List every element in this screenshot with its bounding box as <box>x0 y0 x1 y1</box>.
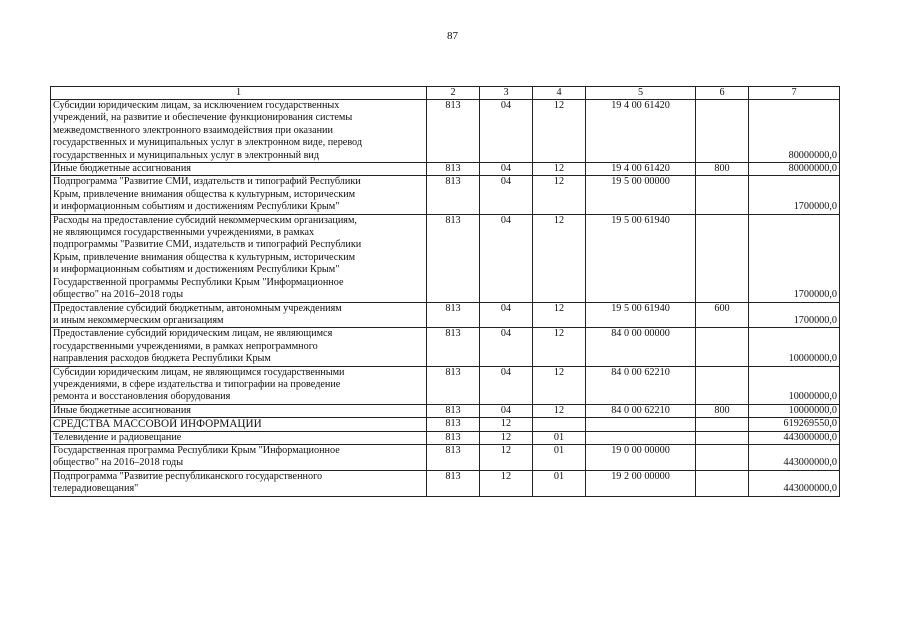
ministry-code-cell: 813 <box>427 431 480 444</box>
expense-type-cell <box>696 176 749 214</box>
table-row <box>51 444 840 470</box>
amount-cell: 80000000,0 <box>749 100 840 163</box>
item-name-line: государственных и муниципальных услуг в электронный вид <box>53 149 320 161</box>
table-row <box>51 100 840 163</box>
item-name-line: Крым, привлечение внимания общества к культурным, историческим <box>53 251 356 263</box>
item-name-line: Субсидии юридическим лицам, не являющимся государственными <box>53 366 345 378</box>
item-name-line: Государственной программы Республики Крым "Информационное <box>53 276 344 288</box>
item-name-line: государственных и муниципальных услуг в электронном виде, перевод <box>53 137 363 149</box>
target-article-cell: 19 2 00 00000 <box>586 470 696 496</box>
target-article-cell <box>586 431 696 444</box>
amount-cell: 1700000,0 <box>749 214 840 302</box>
amount-cell: 1700000,0 <box>749 176 840 214</box>
subsection-code-cell: 12 <box>533 328 586 366</box>
ministry-code-cell: 813 <box>427 366 480 404</box>
item-name-line: общество" на 2016–2018 годы <box>53 289 184 301</box>
ministry-code-cell: 813 <box>427 328 480 366</box>
table-row <box>51 431 840 444</box>
item-name-cell <box>51 444 427 470</box>
item-name-cell <box>51 100 427 163</box>
target-article-cell: 19 5 00 61940 <box>586 302 696 328</box>
item-name-line: Предоставление субсидий бюджетным, автономным учреждениям <box>53 302 342 314</box>
target-article-cell <box>586 418 696 431</box>
item-name-cell <box>51 176 427 214</box>
expense-type-cell: 800 <box>696 404 749 417</box>
header-cell: 1 <box>51 87 427 100</box>
expense-type-cell <box>696 328 749 366</box>
table-row <box>51 214 840 302</box>
item-name-line: не являющимся государственными учреждениями, в рамках <box>53 227 315 239</box>
item-name-line: учреждениями, в сфере издательства и типографии на проведение <box>53 378 341 390</box>
target-article-cell: 19 4 00 61420 <box>586 163 696 176</box>
item-name-cell <box>51 431 427 444</box>
section-code-cell: 12 <box>480 444 533 470</box>
item-name-cell <box>51 470 427 496</box>
item-name-line: Телевидение и радиовещание <box>53 431 182 443</box>
table-header-row <box>51 87 840 100</box>
item-name-line: Иные бюджетные ассигнования <box>53 404 191 416</box>
item-name-cell <box>51 163 427 176</box>
expense-type-cell <box>696 366 749 404</box>
subsection-code-cell: 01 <box>533 431 586 444</box>
table-body <box>51 87 840 497</box>
table-row <box>51 418 840 431</box>
section-code-cell: 12 <box>480 418 533 431</box>
table-row <box>51 302 840 328</box>
item-name-line: общество" на 2016–2018 годы <box>53 457 184 469</box>
amount-cell: 10000000,0 <box>749 328 840 366</box>
item-name-line: межведомственного электронного взаимодействия при оказании <box>53 124 333 136</box>
expense-type-cell <box>696 100 749 163</box>
amount-cell: 619269550,0 <box>749 418 840 431</box>
amount-cell: 80000000,0 <box>749 163 840 176</box>
expense-type-cell: 600 <box>696 302 749 328</box>
item-name-cell <box>51 418 427 431</box>
item-name-line: и информационным событиям и достижениям Республики Крым" <box>53 201 340 213</box>
item-name-line: телерадиовещания" <box>53 483 139 495</box>
item-name-line: государственными учреждениями, в рамках непрограммного <box>53 340 318 352</box>
item-name-line: Иные бюджетные ассигнования <box>53 163 191 175</box>
ministry-code-cell: 813 <box>427 163 480 176</box>
item-name-line: Крым, привлечение внимания общества к культурным, историческим <box>53 188 356 200</box>
target-article-cell: 19 0 00 00000 <box>586 444 696 470</box>
subsection-code-cell: 12 <box>533 404 586 417</box>
item-name-line: учреждений, на развитие и обеспечение функционирования системы <box>53 112 353 124</box>
target-article-cell: 19 5 00 00000 <box>586 176 696 214</box>
expense-type-cell <box>696 418 749 431</box>
subsection-code-cell <box>533 418 586 431</box>
amount-cell: 1700000,0 <box>749 302 840 328</box>
section-code-cell: 04 <box>480 328 533 366</box>
item-name-cell <box>51 328 427 366</box>
subsection-code-cell: 12 <box>533 100 586 163</box>
amount-cell: 10000000,0 <box>749 404 840 417</box>
ministry-code-cell: 813 <box>427 214 480 302</box>
section-code-cell: 04 <box>480 366 533 404</box>
item-name-line: подпрограммы "Развитие СМИ, издательств и типографий Республики <box>53 239 362 251</box>
subsection-code-cell: 12 <box>533 214 586 302</box>
table-row <box>51 404 840 417</box>
target-article-cell: 84 0 00 62210 <box>586 404 696 417</box>
table-row <box>51 470 840 496</box>
header-cell: 7 <box>749 87 840 100</box>
ministry-code-cell: 813 <box>427 470 480 496</box>
target-article-cell: 19 4 00 61420 <box>586 100 696 163</box>
section-code-cell: 04 <box>480 163 533 176</box>
item-name-line: ремонта и восстановления оборудования <box>53 391 231 403</box>
ministry-code-cell: 813 <box>427 176 480 214</box>
item-name-line: Подпрограмма "Развитие СМИ, издательств и типографий Республики <box>53 176 361 188</box>
subsection-code-cell: 01 <box>533 470 586 496</box>
subsection-code-cell: 01 <box>533 444 586 470</box>
section-code-cell: 04 <box>480 214 533 302</box>
expense-type-cell <box>696 431 749 444</box>
header-cell: 4 <box>533 87 586 100</box>
amount-cell: 443000000,0 <box>749 431 840 444</box>
header-cell: 6 <box>696 87 749 100</box>
budget-table <box>50 86 840 497</box>
section-code-cell: 12 <box>480 470 533 496</box>
section-code-cell: 04 <box>480 302 533 328</box>
item-name-line: и информационным событиям и достижениям Республики Крым" <box>53 264 340 276</box>
expense-type-cell <box>696 214 749 302</box>
section-code-cell: 12 <box>480 431 533 444</box>
amount-cell: 443000000,0 <box>749 470 840 496</box>
subsection-code-cell: 12 <box>533 366 586 404</box>
subsection-code-cell: 12 <box>533 163 586 176</box>
item-name-line: Предоставление субсидий юридическим лицам, не являющимся <box>53 328 333 340</box>
table-row <box>51 366 840 404</box>
expense-type-cell <box>696 444 749 470</box>
target-article-cell: 19 5 00 61940 <box>586 214 696 302</box>
expense-type-cell: 800 <box>696 163 749 176</box>
section-code-cell: 04 <box>480 176 533 214</box>
ministry-code-cell: 813 <box>427 444 480 470</box>
page-number: 87 <box>447 30 458 42</box>
amount-cell: 443000000,0 <box>749 444 840 470</box>
ministry-code-cell: 813 <box>427 404 480 417</box>
item-name-line: Субсидии юридическим лицам, за исключением государственных <box>53 100 340 111</box>
section-code-cell: 04 <box>480 100 533 163</box>
item-name-line: СРЕДСТВА МАССОВОЙ ИНФОРМАЦИИ <box>53 418 262 431</box>
target-article-cell: 84 0 00 00000 <box>586 328 696 366</box>
amount-cell: 10000000,0 <box>749 366 840 404</box>
ministry-code-cell: 813 <box>427 100 480 163</box>
header-cell: 5 <box>586 87 696 100</box>
target-article-cell: 84 0 00 62210 <box>586 366 696 404</box>
item-name-line: направления расходов бюджета Республики Крым <box>53 353 271 365</box>
ministry-code-cell: 813 <box>427 302 480 328</box>
item-name-cell <box>51 404 427 417</box>
header-cell: 2 <box>427 87 480 100</box>
subsection-code-cell: 12 <box>533 302 586 328</box>
item-name-cell <box>51 366 427 404</box>
ministry-code-cell: 813 <box>427 418 480 431</box>
item-name-line: и иным некоммерческим организациям <box>53 314 224 326</box>
item-name-line: Государственная программа Республики Крым "Информационное <box>53 444 340 456</box>
section-code-cell: 04 <box>480 404 533 417</box>
item-name-line: Подпрограмма "Развитие республиканского государственного <box>53 470 323 482</box>
item-name-cell <box>51 302 427 328</box>
subsection-code-cell: 12 <box>533 176 586 214</box>
item-name-cell <box>51 214 427 302</box>
table-row <box>51 163 840 176</box>
expense-type-cell <box>696 470 749 496</box>
table-row <box>51 328 840 366</box>
header-cell: 3 <box>480 87 533 100</box>
item-name-line: Расходы на предоставление субсидий некоммерческим организациям, <box>53 214 357 226</box>
table-row <box>51 176 840 214</box>
